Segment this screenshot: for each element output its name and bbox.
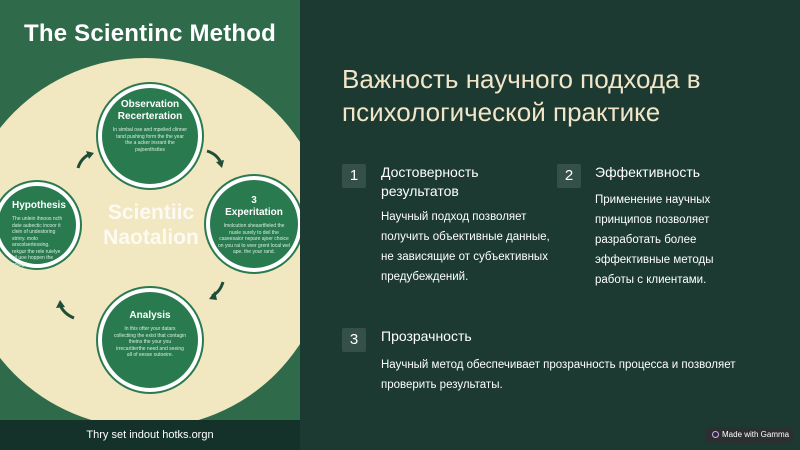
experimentation-node [206,176,300,272]
observation-title: Observation Recerteration [117,99,183,122]
item-title-efficiency: Эффективность [595,164,701,180]
item-number-badge: 3 [342,328,366,352]
made-with-gamma-badge[interactable] [705,427,793,443]
analysis-title: Analysis [129,310,171,321]
hypothesis-body: The unlein ihnoos ncth date aubectic incoor it clein of undestoring strirry. moto arscolsertessing. rekgur the rele ruielye uil uoe hoppen the enlagd. [12,216,63,268]
item-title-reliability: Достоверность результатов [381,164,479,199]
analysis-node [98,288,202,392]
observation-node [98,84,202,188]
illustration-footer-text: Thry set indout hotks.orgn [86,429,214,441]
item-title-transparency: Прозрачность [381,328,472,344]
item-text-efficiency: Применение научных принципов позволяет разработать более эффективные методы работы с клиентами. [595,194,714,286]
observation-body: In simbal ose and mpelied clinner tand pushing form the the year the a acker insrant the pajoenthsttes [112,127,188,153]
item-text-transparency: Научный метод обеспечивает прозрачность процесса и позволяет проверить результаты. [381,359,736,391]
illustration-watermark: Scientiic Naotalion [103,201,199,249]
experimentation-number: 3 [251,195,257,206]
cycle-arrow-icon [205,148,225,168]
item-number-badge: 1 [342,164,366,188]
gamma-badge-label: Made with Gamma [722,430,790,439]
experimentation-title: Experitation [225,207,283,218]
experimentation-body: Imolcution sheasrtfieled the nusle surely to deil the caseesaior nepare ajoer choice on you rai to veer grent local wel ape. the your rand. [218,223,290,255]
analysis-body: In this ofter your datars collectiing the exist that contagin theins the your you irrecartiterthe need and seeing all of eesse outoeire. [114,326,186,358]
cycle-arrow-icon [208,280,228,300]
cycle-arrow-icon [56,300,76,320]
slide-heading: Важность научного подхода в психологической практике [342,64,701,127]
item-number-badge: 2 [557,164,581,188]
gamma-logo-icon [712,431,719,438]
illustration-title: The Scientinc Method [23,20,276,47]
item-text-reliability: Научный подход позволяет получить объективные данные, не зависящие от субъективных предубеждений. [381,211,550,283]
hypothesis-title: Hypothesis [12,200,66,211]
cycle-arrow-icon [75,150,95,170]
scientific-method-illustration [0,0,300,450]
